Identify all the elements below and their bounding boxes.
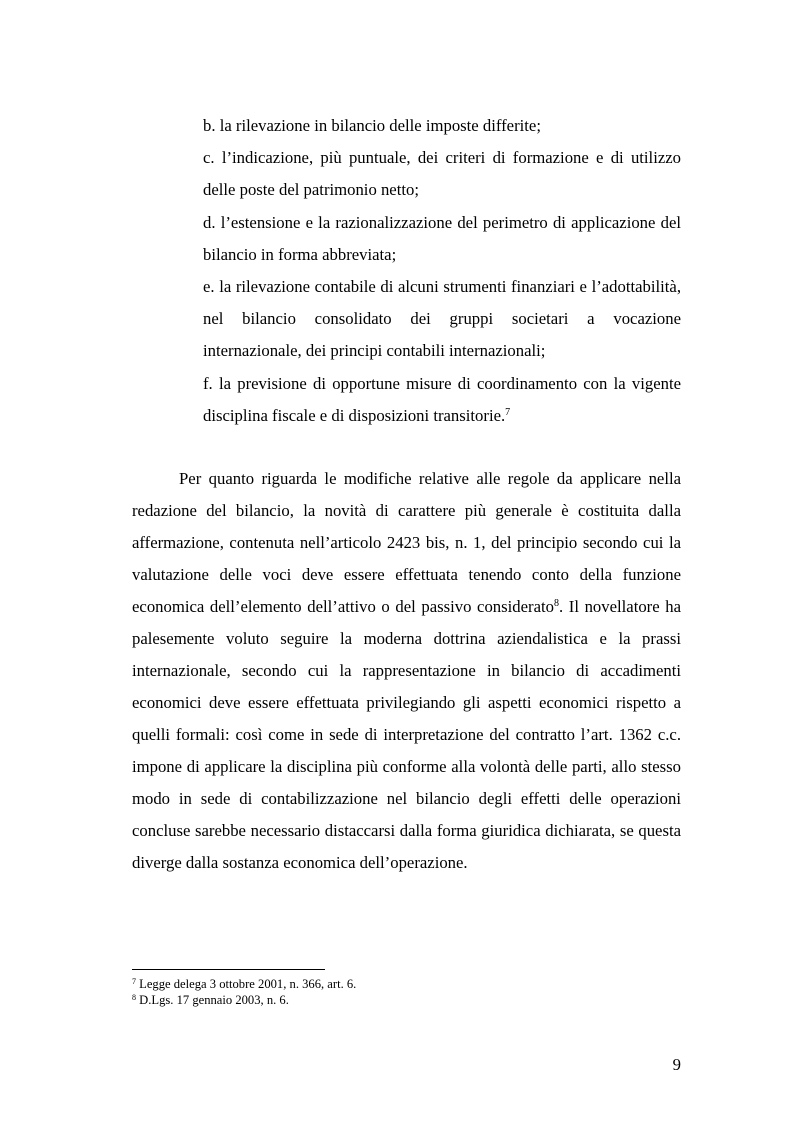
list-item-b [203,110,681,142]
footnote-reference-8[interactable]: 8 [553,598,559,609]
footnotes [132,977,681,1008]
list-item-text: e. la rilevazione contabile di alcuni strumenti finanziari e l’adottabilità, nel bilancio consolidato dei gruppi societari a vocazione internazionale, dei principi contabili internazionali; [203,277,681,361]
footnote-text: D.Lgs. 17 gennaio 2003, n. 6. [136,992,289,1007]
body-paragraph [132,463,681,879]
list-item-d [203,207,681,271]
list-item-text: c. l’indicazione, più puntuale, dei criteri di formazione e di utilizzo delle poste del patrimonio netto; [203,148,681,200]
footnote-8 [132,993,681,1009]
page-number: 9 [672,1055,681,1074]
footnote-separator [132,969,325,970]
paragraph-text-part1: Per quanto riguarda le modifiche relative alle regole da applicare nella redazione del bilancio, la novità di carattere più generale è costituita dalla affermazione, contenuta nell’articolo 2423 bis, n. 1, del principio secondo cui la valutazione delle voci deve essere effettuata tenendo conto della funzione economica dell’elemento dell’attivo o del passivo considerato [132,469,681,616]
footnote-7 [132,977,681,993]
list-item-text: b. la rilevazione in bilancio delle imposte differite; [203,116,541,135]
amendment-list [203,110,681,432]
list-item-c [203,142,681,206]
footnote-number: 7 [132,977,136,986]
footnote-number: 8 [132,992,136,1002]
list-item-e [203,271,681,368]
list-item-f [203,368,681,432]
list-item-text: f. la previsione di opportune misure di coordinamento con la vigente disciplina fiscale e di disposizioni transitorie. [203,373,681,425]
paragraph-text-part2: . Il novellatore ha palesemente voluto seguire la moderna dottrina aziendalistica e la prassi internazionale, secondo cui la rappresentazione in bilancio di accadimenti economici deve essere effettuata privilegiando gli aspetti economici rispetto a quelli formali: così come in sede di interpretazione del contratto l’art. 1362 c.c. impone di applicare la disciplina più conforme alla volontà delle parti, allo stesso modo in sede di contabilizzazione nel bilancio degli effetti delle operazioni concluse sarebbe necessario distaccarsi dalla forma giuridica dichiarata, se questa diverge dalla sostanza economica dell’operazione. [132,597,681,872]
list-item-text: d. l’estensione e la razionalizzazione del perimetro di applicazione del bilancio in forma abbreviata; [203,212,681,264]
footnote-reference-7[interactable]: 7 [505,406,511,418]
footnote-text: Legge delega 3 ottobre 2001, n. 366, art. 6. [136,977,357,991]
